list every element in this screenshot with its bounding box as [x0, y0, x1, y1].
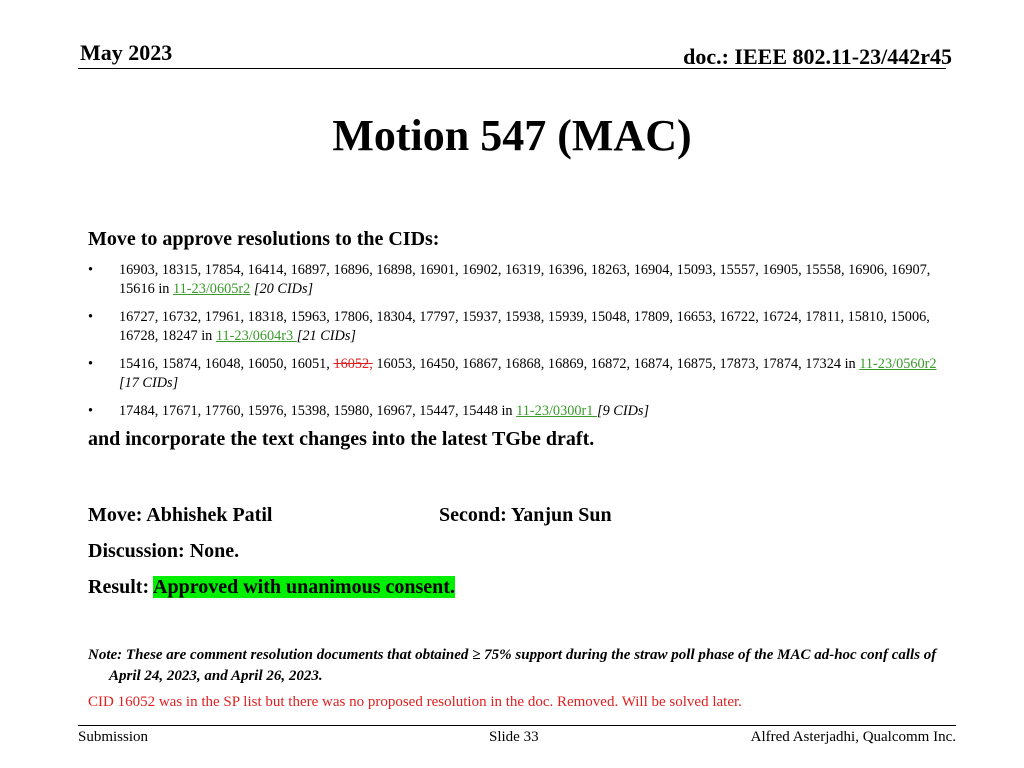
doc-link-0300r1[interactable]: 11-23/0300r1	[516, 403, 598, 419]
doc-link-0560r2[interactable]: 11-23/0560r2	[859, 356, 937, 372]
cid-list-text: 15416, 15874, 16048, 16050, 16051,	[119, 356, 334, 372]
header-doc-id: doc.: IEEE 802.11-23/442r45	[683, 44, 952, 69]
result-label: Result:	[88, 576, 153, 598]
cid-count: [17 CIDs]	[119, 375, 179, 391]
cid-bullet-4	[88, 402, 948, 421]
doc-link-0604r3[interactable]: 11-23/0604r3	[215, 328, 297, 344]
slide-title: Motion 547 (MAC)	[332, 111, 692, 160]
motion-lead: Move to approve resolutions to the CIDs:	[88, 228, 440, 250]
header-date: May 2023	[80, 40, 173, 65]
slide-number: Slide 33	[489, 729, 539, 745]
motion-closing: and incorporate the text changes into the latest TGbe draft.	[88, 428, 595, 450]
motion-body	[88, 228, 948, 451]
discussion: Discussion: None.	[88, 540, 240, 562]
footer-divider	[78, 725, 956, 726]
footer-author: Alfred Asterjadhi, Qualcomm Inc.	[750, 729, 956, 745]
cid-list-text: 17484, 17671, 17760, 15976, 15398, 15980, 16967, 15447, 15448 in	[119, 403, 517, 419]
cid-list-text: 16903, 18315, 17854, 16414, 16897, 16896, 16898, 16901, 16902, 16319, 16396, 18263, 16904, 15093, 15557, 16905, 15558, 16906, 16907, 15616 in	[119, 262, 931, 297]
struck-cid: 16052,	[333, 356, 373, 372]
cid-list	[88, 261, 948, 421]
mover: Move: Abhishek Patil	[88, 504, 273, 526]
footer-submission: Submission	[78, 729, 149, 745]
cid-list-text: 16727, 16732, 17961, 18318, 15963, 17806, 18304, 17797, 15937, 15938, 15939, 15048, 17809, 16653, 16722, 16724, 17811, 15810, 15006, 16728, 18247 in	[119, 309, 930, 344]
header-divider	[78, 68, 946, 69]
cid-count: [20 CIDs]	[250, 281, 314, 297]
cid-count: [9 CIDs]	[597, 403, 650, 419]
seconder: Second: Yanjun Sun	[439, 504, 612, 526]
cid-list-text: 16053, 16450, 16867, 16868, 16869, 16872, 16874, 16875, 17873, 17874, 17324 in	[372, 356, 860, 372]
cid-count: [21 CIDs]	[296, 328, 356, 344]
result-line	[88, 576, 455, 599]
cid-bullet-3	[88, 355, 948, 393]
cid-bullet-1	[88, 261, 948, 299]
doc-link-0605r2[interactable]: 11-23/0605r2	[173, 281, 251, 297]
straw-poll-note: Note: These are comment resolution documents that obtained ≥ 75% support during the straw poll phase of the MAC ad-hoc conf calls of April 24, 2023, and April 26, 2023.	[88, 647, 937, 684]
cid-bullet-2	[88, 308, 948, 346]
cid-removal-note: CID 16052 was in the SP list but there was no proposed resolution in the doc. Removed. Will be solved later.	[88, 694, 742, 710]
result-value: Approved with unanimous consent.	[153, 576, 455, 598]
